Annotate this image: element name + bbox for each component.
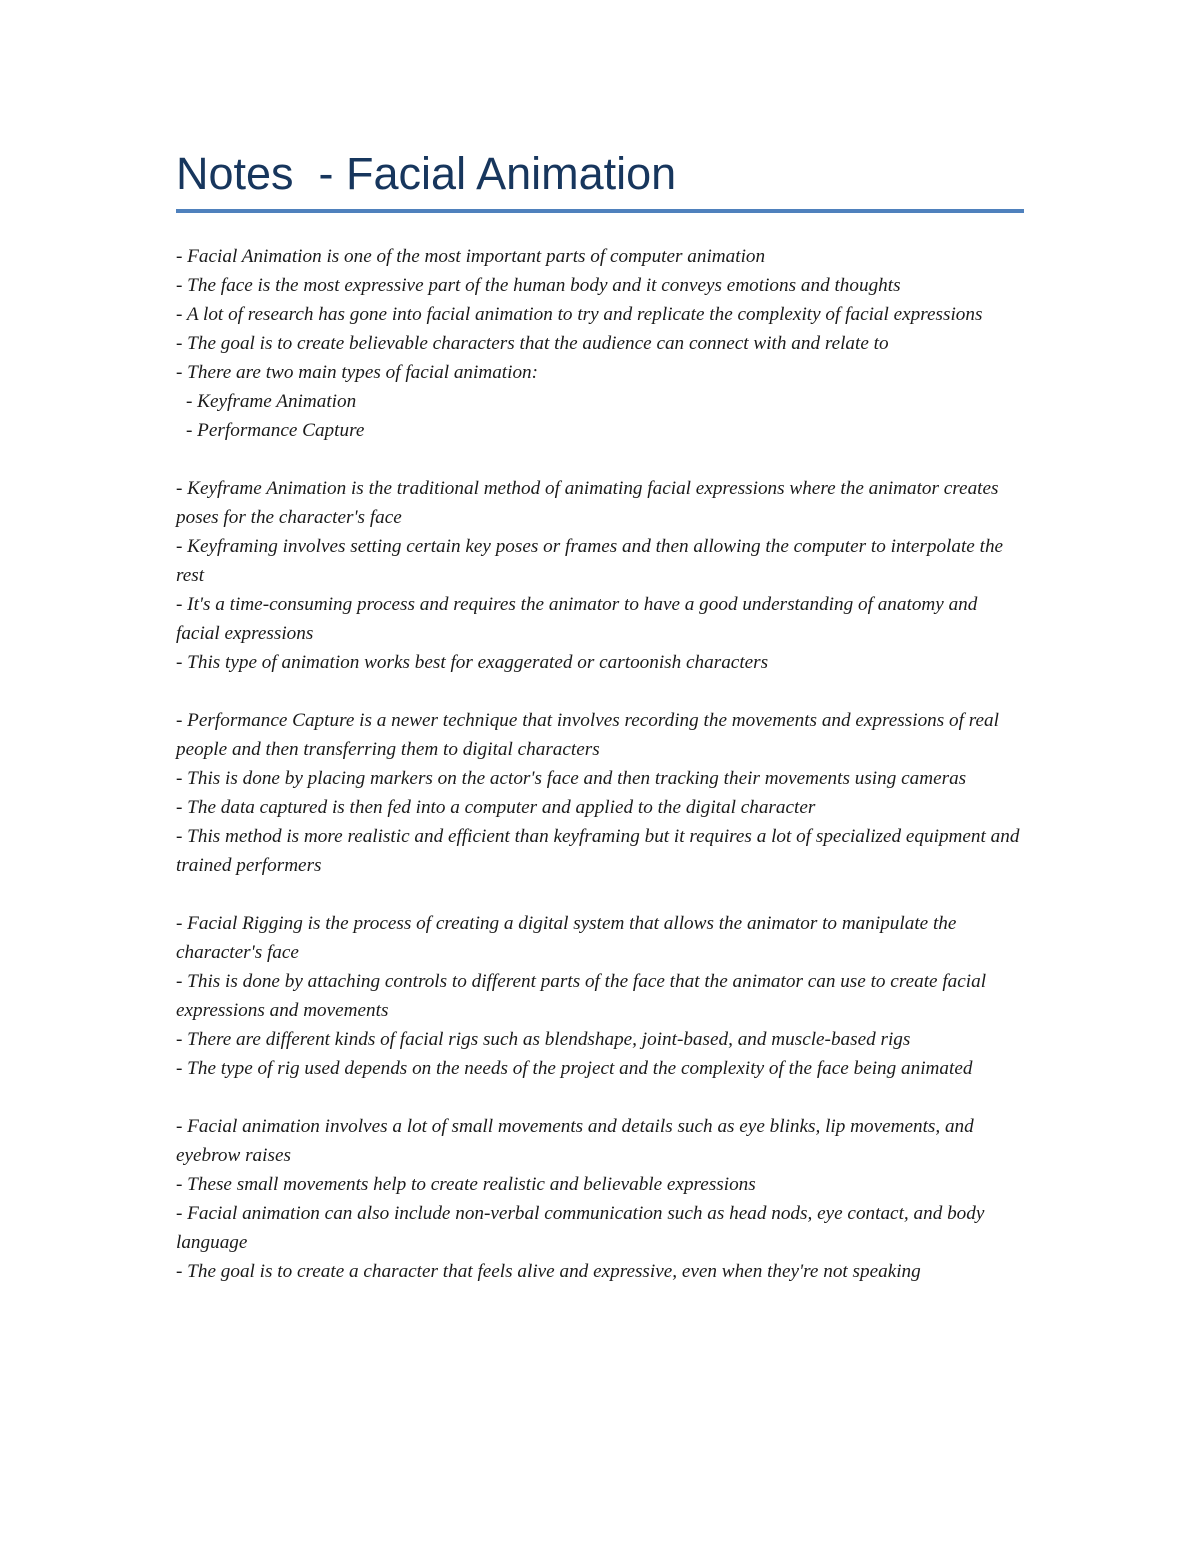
bullet-line: - A lot of research has gone into facial animation to try and replicate the complexity of facial expressions	[176, 304, 983, 325]
bullet-line: - There are two main types of facial animation:	[176, 362, 539, 383]
bullet-line: - Facial Animation is one of the most important parts of computer animation	[176, 246, 766, 267]
notes-paragraph	[176, 474, 1024, 677]
notes-paragraph	[176, 706, 1024, 880]
bullet-line: - The type of rig used depends on the needs of the project and the complexity of the face being animated	[176, 1058, 973, 1079]
bullet-line: - These small movements help to create realistic and believable expressions	[176, 1174, 756, 1195]
notes-body	[176, 242, 1024, 1286]
bullet-line: - This method is more realistic and efficient than keyframing but it requires a lot of specialized equipment and trained performers	[176, 826, 1020, 876]
bullet-line: - Keyframing involves setting certain key poses or frames and then allowing the computer to interpolate the rest	[176, 536, 1004, 586]
bullet-line: - It's a time-consuming process and requires the animator to have a good understanding of anatomy and facial expressions	[176, 594, 978, 644]
notes-paragraph	[176, 1112, 1024, 1286]
title-underline-rule	[176, 209, 1024, 213]
bullet-line: - Keyframe Animation is the traditional method of animating facial expressions where the animator creates poses for the character's face	[176, 478, 999, 528]
bullet-line: - This type of animation works best for exaggerated or cartoonish characters	[176, 652, 769, 673]
sub-bullet-line: - Keyframe Animation	[186, 391, 357, 412]
bullet-line: - There are different kinds of facial rigs such as blendshape, joint-based, and muscle-based rigs	[176, 1029, 911, 1050]
bullet-line: - Facial animation involves a lot of small movements and details such as eye blinks, lip movements, and eyebrow raises	[176, 1116, 974, 1166]
bullet-line: - This is done by attaching controls to different parts of the face that the animator can use to create facial expressions and movements	[176, 971, 987, 1021]
bullet-line: - Facial animation can also include non-verbal communication such as head nods, eye contact, and body language	[176, 1203, 985, 1253]
bullet-line: - This is done by placing markers on the actor's face and then tracking their movements using cameras	[176, 768, 967, 789]
bullet-line: - The data captured is then fed into a computer and applied to the digital character	[176, 797, 816, 818]
sub-bullet-line: - Performance Capture	[186, 420, 365, 441]
notes-paragraph	[176, 242, 1024, 445]
bullet-line: - The face is the most expressive part of the human body and it conveys emotions and thoughts	[176, 275, 901, 296]
bullet-line: - The goal is to create a character that feels alive and expressive, even when they're not speaking	[176, 1261, 921, 1282]
bullet-line: - The goal is to create believable characters that the audience can connect with and relate to	[176, 333, 889, 354]
bullet-line: - Facial Rigging is the process of creating a digital system that allows the animator to manipulate the character's face	[176, 913, 957, 963]
bullet-line: - Performance Capture is a newer technique that involves recording the movements and expressions of real people and then transferring them to digital characters	[176, 710, 999, 760]
page-title: Notes - Facial Animation	[176, 148, 677, 199]
notes-paragraph	[176, 909, 1024, 1083]
